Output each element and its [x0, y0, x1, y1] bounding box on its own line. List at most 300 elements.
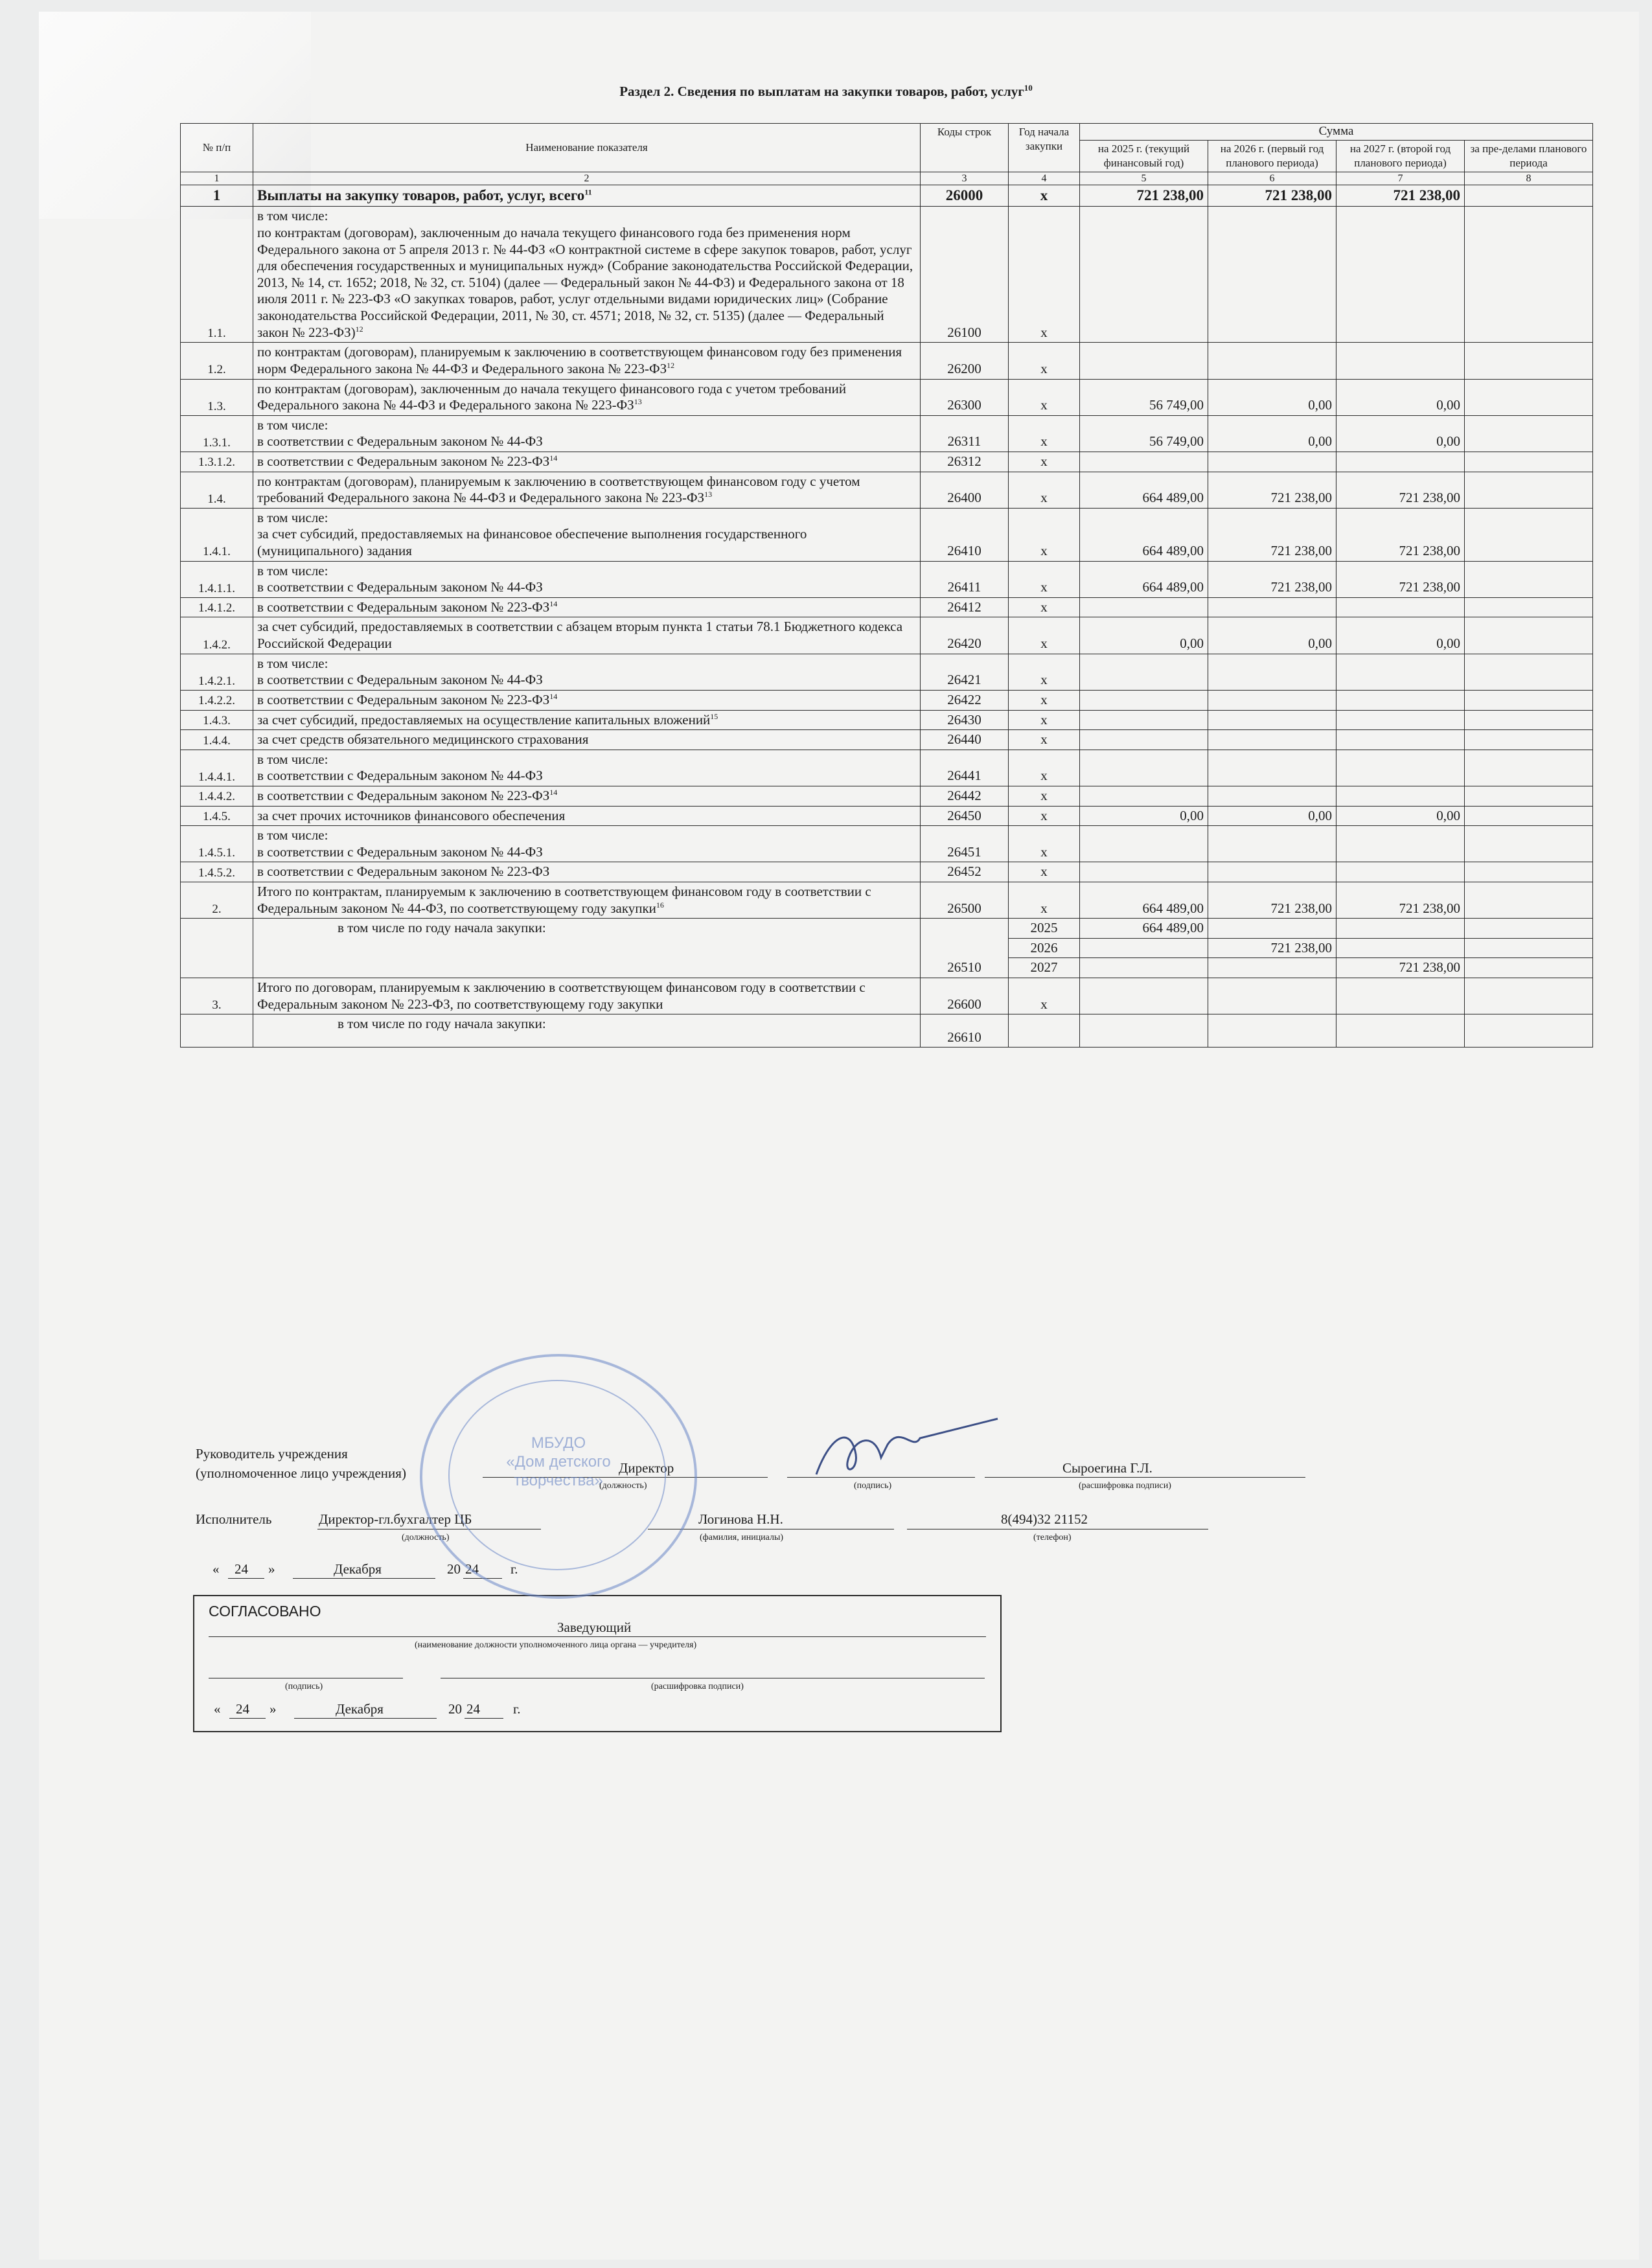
row-number: 1.4.4.2.: [181, 786, 253, 806]
row-value-v6: [1208, 826, 1337, 862]
agreed-date-day: 24: [236, 1701, 249, 1717]
row-code: 26451: [921, 826, 1009, 862]
row-year: х: [1009, 882, 1080, 918]
row-footnote: 11: [584, 187, 592, 197]
table-row: [181, 882, 1593, 918]
by-year-value-v7: [1337, 938, 1465, 958]
row-number: 1.4.1.: [181, 508, 253, 561]
agreed-date-year-prefix: 20: [448, 1701, 462, 1717]
row-name-text: за счет субсидий, предоставляемых на осуществление капитальных вложений: [257, 711, 711, 727]
row-name-text: Итого по контрактам, планируемым к заключению в соответствующем финансовом году в соответствии с Федеральным законом № 44-ФЗ, по соответствующему году закупки: [257, 883, 871, 916]
row-value: [1009, 1014, 1080, 1048]
row-value: [1208, 1014, 1337, 1048]
table-row: [181, 185, 1593, 207]
row-value-v6: [1208, 690, 1337, 710]
row-value-v6: [1208, 730, 1337, 750]
row-footnote: 12: [667, 360, 675, 370]
by-year-year: 2027: [1009, 958, 1080, 978]
row-name-text: за счет прочих источников финансового обеспечения: [257, 807, 566, 823]
row-value-v6: [1208, 207, 1337, 343]
col-number: 8: [1465, 172, 1593, 185]
row-number: 1.4.5.1.: [181, 826, 253, 862]
row-name-lead: в том числе:: [257, 509, 328, 525]
row-name: [253, 654, 921, 690]
date-day: 24: [235, 1561, 248, 1577]
row-value-v6: 0,00: [1208, 379, 1337, 415]
row-name-text: за счет субсидий, предоставляемых на финансовое обеспечение выполнения государственного (муниципального) задания: [257, 526, 807, 559]
row-value-v5: 56 749,00: [1080, 415, 1208, 452]
row-code: 26442: [921, 786, 1009, 806]
executor-phone-caption: (телефон): [1033, 1533, 1072, 1542]
row-name-text: в соответствии с Федеральным законом № 223-ФЗ: [257, 599, 550, 615]
row-code: 26312: [921, 452, 1009, 472]
row-value-v6: 0,00: [1208, 806, 1337, 826]
row-code: 26421: [921, 654, 1009, 690]
row-number: 1.4.1.1.: [181, 561, 253, 597]
row-value-v8: [1465, 207, 1593, 343]
table-row: [181, 654, 1593, 690]
row-value-v6: 721 238,00: [1208, 508, 1337, 561]
row-name-lead: в том числе:: [257, 655, 328, 671]
row-value-v8: [1465, 185, 1593, 207]
date-open-quote: «: [212, 1561, 220, 1577]
table-row: [181, 561, 1593, 597]
date-suffix: г.: [511, 1561, 518, 1577]
section-title: Раздел 2. Сведения по выплатам на закупки товаров, работ, услуг$^{10}$: [619, 83, 1033, 99]
agreed-date-suffix: г.: [513, 1701, 521, 1717]
row-code: 26400: [921, 472, 1009, 508]
row-name-text: в соответствии с Федеральным законом № 44-ФЗ: [257, 433, 543, 450]
row-year: х: [1009, 343, 1080, 379]
row-value-v8: [1465, 710, 1593, 730]
row-name-text: по контрактам (договорам), заключенным до начала текущего финансового года без применения норм Федерального закона от 5 апреля 2013 г. № 44-ФЗ «О контрактной системе в сфере закупок товаров, работ, услуг для обеспечения государственных и муниципальных нужд» (Собрание законодательства Российской Федерации, 2013, № 14, ст. 1652; 2018, № 32, ст. 5104) (далее — Федеральный закон № 44-ФЗ) и Федерального закона от 18 июля 2011 г. № 223-ФЗ «О закупках товаров, работ, услуг отдельными видами юридических лиц» (Собрание законодательства Российской Федерации, 2011, № 30, ст. 4571; 2018, № 32, ст. 5135) (далее — Федеральный закон № 223-ФЗ): [257, 225, 913, 340]
agreed-date-year-line: [465, 1718, 503, 1719]
row-value-v5: 0,00: [1080, 806, 1208, 826]
table-row: [181, 806, 1593, 826]
row-number: 1.3.1.: [181, 415, 253, 452]
row-code: 26440: [921, 730, 1009, 750]
header-name: Наименование показателя: [253, 124, 921, 172]
row-value-v8: [1465, 690, 1593, 710]
header-sum: Сумма: [1080, 124, 1593, 141]
row-number: 1.2.: [181, 343, 253, 379]
row-value-v7: 0,00: [1337, 806, 1465, 826]
row-value: [1337, 1014, 1465, 1048]
row-footnote: 16: [656, 900, 664, 910]
row-value-v8: [1465, 343, 1593, 379]
row-value-v8: [1465, 882, 1593, 918]
row-value-v7: 721 238,00: [1337, 882, 1465, 918]
row-year: х: [1009, 730, 1080, 750]
row-value-v8: [1465, 750, 1593, 786]
date-year-prefix: 20: [447, 1561, 461, 1577]
row-value-v8: [1465, 862, 1593, 882]
head-name: Сыроегина Г.Л.: [1062, 1460, 1153, 1476]
row-year: х: [1009, 710, 1080, 730]
row-value-v8: [1465, 379, 1593, 415]
row-year: х: [1009, 508, 1080, 561]
row-number: 1.4.5.: [181, 806, 253, 826]
table-row: [181, 826, 1593, 862]
table-row: [181, 750, 1593, 786]
row-value-v8: [1465, 597, 1593, 617]
row-value-v6: [1208, 750, 1337, 786]
head-position: Директор: [619, 1460, 674, 1476]
row-code: 26430: [921, 710, 1009, 730]
row-name: [253, 415, 921, 452]
row-number: 1.4.4.: [181, 730, 253, 750]
table-row: [181, 415, 1593, 452]
col-number: 7: [1337, 172, 1465, 185]
table-row: [181, 452, 1593, 472]
header-col5: на 2025 г. (текущий финансовый год): [1080, 140, 1208, 172]
handwritten-signature: [803, 1412, 1011, 1490]
row-value-v5: [1080, 690, 1208, 710]
row-code: 26000: [921, 185, 1009, 207]
table-row: [181, 862, 1593, 882]
agreed-decode-caption: (расшифровка подписи): [651, 1682, 744, 1691]
by-year-value-v5: 664 489,00: [1080, 919, 1208, 939]
row-value-v6: 721 238,00: [1208, 561, 1337, 597]
row-value: [1080, 1014, 1208, 1048]
row-number: 1: [181, 185, 253, 207]
row-name: [253, 617, 921, 654]
row-value-v6: 721 238,00: [1208, 185, 1337, 207]
row-value-v8: [1465, 472, 1593, 508]
row-value-v6: 0,00: [1208, 415, 1337, 452]
row-year: х: [1009, 617, 1080, 654]
row-year: х: [1009, 472, 1080, 508]
col-number: 1: [181, 172, 253, 185]
agreed-date-open-quote: «: [214, 1701, 221, 1717]
row-value-v6: 721 238,00: [1208, 882, 1337, 918]
row-name: [253, 826, 921, 862]
row-code: 26500: [921, 882, 1009, 918]
row-year: х: [1009, 452, 1080, 472]
row-name-text: в соответствии с Федеральным законом № 44-ФЗ: [257, 579, 543, 595]
table-row: [181, 978, 1593, 1014]
row-footnote: 14: [549, 453, 558, 463]
row-name-text: по контрактам (договорам), планируемым к заключению в соответствующем финансовом году с учетом требований Федерального закона № 44-ФЗ и Федерального закона № 223-ФЗ: [257, 473, 860, 506]
by-year-value-v7: [1337, 919, 1465, 939]
row-value-v6: [1208, 862, 1337, 882]
row-name-lead: в том числе:: [257, 751, 328, 767]
date-close-quote: »: [268, 1561, 275, 1577]
row-code: 26200: [921, 343, 1009, 379]
table-row: [181, 343, 1593, 379]
row-value-v8: [1465, 415, 1593, 452]
row-name: [253, 750, 921, 786]
executor-name-caption: (фамилия, инициалы): [700, 1533, 784, 1542]
row-year: х: [1009, 597, 1080, 617]
head-position-caption: (должность): [599, 1481, 647, 1491]
by-year-code: 26510: [921, 919, 1009, 978]
head-label-1: Руководитель учреждения: [196, 1446, 348, 1461]
header-num: № п/п: [181, 124, 253, 172]
row-code: 26412: [921, 597, 1009, 617]
table-row: [181, 1014, 1593, 1048]
row-value-v7: 0,00: [1337, 617, 1465, 654]
row-value-v5: 664 489,00: [1080, 472, 1208, 508]
row-code: 26420: [921, 617, 1009, 654]
row-code: 26452: [921, 862, 1009, 882]
row-number: 1.4.2.: [181, 617, 253, 654]
row-footnote: 13: [704, 490, 713, 499]
agreed-position-line: [209, 1636, 986, 1637]
row-value: [1337, 978, 1465, 1014]
row-code: 26600: [921, 978, 1009, 1014]
row-number: 1.3.1.2.: [181, 452, 253, 472]
row-name: Итого по договорам, планируемым к заключению в соответствующем финансовом году в соответствии с Федеральным законом № 223-ФЗ, по соответствующему году закупки: [253, 978, 921, 1014]
row-year: х: [1009, 379, 1080, 415]
by-year-label: в том числе по году начала закупки:: [253, 919, 921, 978]
row-footnote: 14: [549, 787, 558, 797]
row-code: 26411: [921, 561, 1009, 597]
row-number: 1.4.2.2.: [181, 690, 253, 710]
agreed-position-caption: (наименование должности уполномоченного лица органа — учредителя): [415, 1640, 697, 1650]
header-col6: на 2026 г. (первый год планового периода): [1208, 140, 1337, 172]
by-year-value-v5: [1080, 958, 1208, 978]
agreed-label: СОГЛАСОВАНО: [209, 1603, 321, 1620]
row-year: х: [1009, 185, 1080, 207]
row-name: [253, 207, 921, 343]
row-number: 2.: [181, 882, 253, 918]
row-name: в том числе по году начала закупки:: [253, 1014, 921, 1048]
row-value-v7: [1337, 826, 1465, 862]
row-value-v7: [1337, 343, 1465, 379]
row-name: [253, 862, 921, 882]
row-value-v6: [1208, 597, 1337, 617]
col-number: 2: [253, 172, 921, 185]
row-number: 1.4.1.2.: [181, 597, 253, 617]
row-name-lead: в том числе:: [257, 827, 328, 843]
by-year-year: 2026: [1009, 938, 1080, 958]
col-number: 5: [1080, 172, 1208, 185]
row-value-v7: 0,00: [1337, 415, 1465, 452]
row-value: [1208, 978, 1337, 1014]
row-name-lead: в том числе:: [257, 417, 328, 433]
agreed-position: Заведующий: [557, 1620, 632, 1635]
row-year: х: [1009, 862, 1080, 882]
row-number: 1.4.2.1.: [181, 654, 253, 690]
row-name-text: в соответствии с Федеральным законом № 223-ФЗ: [257, 787, 550, 803]
round-stamp: [420, 1354, 697, 1599]
table-body: [181, 124, 1593, 1048]
by-year-year: 2025: [1009, 919, 1080, 939]
row-value-v7: 721 238,00: [1337, 561, 1465, 597]
stamp-text: МБУДО «Дом детского творчества»: [506, 1434, 611, 1489]
row-code: 26450: [921, 806, 1009, 826]
agreed-date-day-line: [229, 1718, 266, 1719]
row-number: 1.3.: [181, 379, 253, 415]
table-row: [181, 472, 1593, 508]
row-value-v5: 664 489,00: [1080, 508, 1208, 561]
row-value-v7: 721 238,00: [1337, 185, 1465, 207]
row-value-v7: [1337, 452, 1465, 472]
executor-label: Исполнитель: [196, 1511, 272, 1527]
row-name-lead: в том числе:: [257, 562, 328, 578]
row-value-v5: [1080, 452, 1208, 472]
row-number: [181, 1014, 253, 1048]
col-number: 6: [1208, 172, 1337, 185]
row-year: х: [1009, 978, 1080, 1014]
row-value-v5: 664 489,00: [1080, 561, 1208, 597]
row-footnote: 13: [634, 397, 642, 407]
row-name-lead: в том числе:: [257, 208, 328, 224]
header-code: Коды строк: [921, 124, 1009, 172]
table-row: [181, 710, 1593, 730]
header-year: Год начала закупки: [1009, 124, 1080, 172]
by-year-value-v7: 721 238,00: [1337, 958, 1465, 978]
row-value-v7: [1337, 654, 1465, 690]
by-year-value-v8: [1465, 938, 1593, 958]
row-value-v6: [1208, 343, 1337, 379]
row-value: [1465, 978, 1593, 1014]
row-value-v8: [1465, 452, 1593, 472]
column-numbers-row: [181, 172, 1593, 185]
row-number: 1.1.: [181, 207, 253, 343]
table-row: [181, 207, 1593, 343]
row-value-v7: [1337, 597, 1465, 617]
row-number: 1.4.: [181, 472, 253, 508]
row-value-v8: [1465, 617, 1593, 654]
row-value-v8: [1465, 561, 1593, 597]
row-value-v5: [1080, 750, 1208, 786]
row-value-v7: 0,00: [1337, 379, 1465, 415]
date-year: 24: [465, 1561, 479, 1577]
row-code: 26311: [921, 415, 1009, 452]
row-value-v8: [1465, 654, 1593, 690]
row-value-v5: 56 749,00: [1080, 379, 1208, 415]
head-name-caption: (расшифровка подписи): [1079, 1481, 1171, 1491]
agreed-date-month: Декабря: [336, 1701, 384, 1717]
row-value-v7: 721 238,00: [1337, 508, 1465, 561]
row-number: 3.: [181, 978, 253, 1014]
row-name: [253, 185, 921, 207]
by-year-value-v6: 721 238,00: [1208, 938, 1337, 958]
row-footnote: 14: [549, 691, 558, 701]
agreed-date-month-line: [294, 1718, 437, 1719]
agreed-date-close-quote: »: [270, 1701, 277, 1717]
head-signature-caption: (подпись): [854, 1481, 892, 1491]
row-value-v8: [1465, 730, 1593, 750]
by-year-value-v8: [1465, 919, 1593, 939]
row-number: 1.4.5.2.: [181, 862, 253, 882]
row-value-v5: [1080, 207, 1208, 343]
table-row: [181, 508, 1593, 561]
row-value-v5: 664 489,00: [1080, 882, 1208, 918]
row-value-v5: [1080, 710, 1208, 730]
col-number: 3: [921, 172, 1009, 185]
row-name-text: в соответствии с Федеральным законом № 44-ФЗ: [257, 768, 543, 784]
row-code: 26410: [921, 508, 1009, 561]
table-row: [181, 786, 1593, 806]
row-name-text: Выплаты на закупку товаров, работ, услуг, всего: [257, 187, 585, 204]
agreed-box: [193, 1595, 1002, 1732]
row-value-v6: [1208, 654, 1337, 690]
row-value-v7: [1337, 207, 1465, 343]
row-code: 26441: [921, 750, 1009, 786]
row-value-v8: [1465, 508, 1593, 561]
agreed-signature-caption: (подпись): [285, 1682, 323, 1691]
row-value-v5: 721 238,00: [1080, 185, 1208, 207]
row-year: х: [1009, 690, 1080, 710]
row-name: [253, 508, 921, 561]
row-value-v6: 0,00: [1208, 617, 1337, 654]
row-value-v7: 721 238,00: [1337, 472, 1465, 508]
row-name: [253, 472, 921, 508]
row-value-v7: [1337, 750, 1465, 786]
by-year-value-v8: [1465, 958, 1593, 978]
col-number: 4: [1009, 172, 1080, 185]
row-name: [253, 452, 921, 472]
row-value-v7: [1337, 730, 1465, 750]
by-year-value-v5: [1080, 938, 1208, 958]
row-name-text: в соответствии с Федеральным законом № 223-ФЗ: [257, 864, 550, 880]
row-footnote: 12: [355, 324, 363, 334]
header-col7: на 2027 г. (второй год планового периода): [1337, 140, 1465, 172]
row-value-v5: [1080, 343, 1208, 379]
row-year: х: [1009, 654, 1080, 690]
row-value-v6: [1208, 710, 1337, 730]
agreed-date-year: 24: [466, 1701, 480, 1717]
row-year: х: [1009, 207, 1080, 343]
row-name: [253, 561, 921, 597]
row-value-v5: [1080, 730, 1208, 750]
row-name-text: за счет субсидий, предоставляемых в соответствии с абзацем вторым пункта 1 статьи 78.1 Бюджетного кодекса Российской Федерации: [257, 619, 903, 652]
row-value-v8: [1465, 826, 1593, 862]
row-value: [1465, 1014, 1593, 1048]
row-year: х: [1009, 561, 1080, 597]
row-name: [253, 730, 921, 750]
row-year: х: [1009, 806, 1080, 826]
row-value-v5: [1080, 786, 1208, 806]
row-code: 26422: [921, 690, 1009, 710]
row-name-text: по контрактам (договорам), заключенным до начала текущего финансового года с учетом требований Федерального закона № 44-ФЗ и Федерального закона № 223-ФЗ: [257, 380, 847, 413]
row-year: х: [1009, 826, 1080, 862]
by-year-value-v6: [1208, 919, 1337, 939]
row-value-v7: [1337, 786, 1465, 806]
row-year: х: [1009, 415, 1080, 452]
by-year-num: [181, 919, 253, 978]
row-name: [253, 806, 921, 826]
row-value-v8: [1465, 806, 1593, 826]
row-value: [1080, 978, 1208, 1014]
row-footnote: 14: [549, 599, 558, 608]
executor-name: Логинова Н.Н.: [698, 1511, 783, 1527]
row-name: [253, 597, 921, 617]
head-label-2: (уполномоченное лицо учреждения): [196, 1465, 406, 1481]
row-code: 26100: [921, 207, 1009, 343]
table-row: [181, 730, 1593, 750]
row-value-v6: 721 238,00: [1208, 472, 1337, 508]
executor-phone: 8(494)32 21152: [1001, 1511, 1088, 1527]
row-year: х: [1009, 786, 1080, 806]
date-month: Декабря: [334, 1561, 382, 1577]
by-year-row: [181, 919, 1593, 939]
row-name: [253, 786, 921, 806]
executor-position-caption: (должность): [402, 1533, 450, 1542]
header-col8: за пре-делами планового периода: [1465, 140, 1593, 172]
row-name: [253, 710, 921, 730]
row-name: [253, 379, 921, 415]
row-code: 26300: [921, 379, 1009, 415]
row-value-v7: [1337, 710, 1465, 730]
row-name-text: в соответствии с Федеральным законом № 44-ФЗ: [257, 843, 543, 860]
row-value-v5: 0,00: [1080, 617, 1208, 654]
row-footnote: 15: [710, 711, 718, 721]
row-name: [253, 882, 921, 918]
